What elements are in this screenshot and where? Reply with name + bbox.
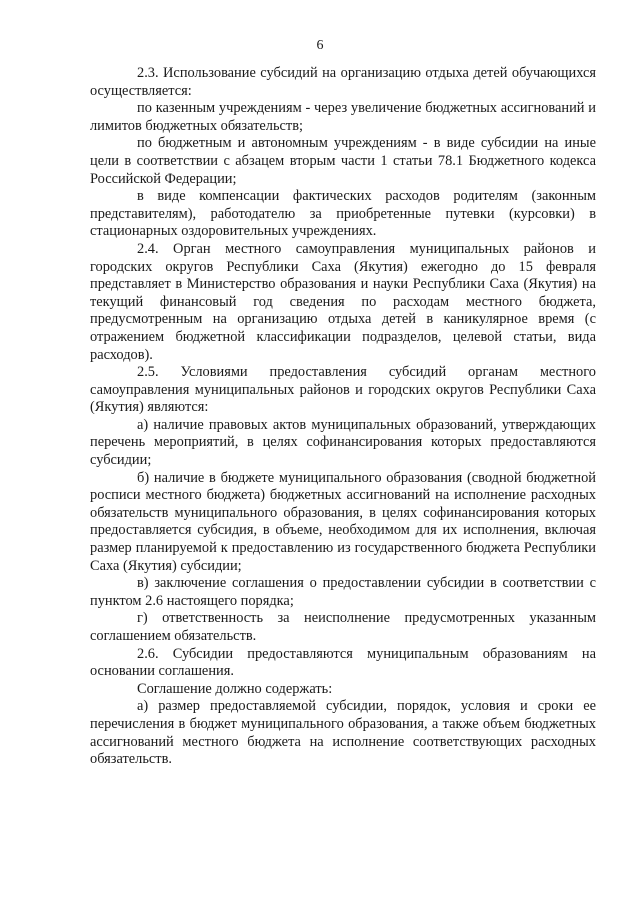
paragraph-2-5-g: г) ответственность за неисполнение предусмотренных указанным соглашением обязательств. — [90, 610, 596, 644]
paragraph-kazennye: по казенным учреждениям - через увеличение бюджетных ассигнований и лимитов бюджетных обязательств; — [90, 100, 596, 134]
paragraph-2-5-a: а) наличие правовых актов муниципальных образований, утверждающих перечень мероприятий, в целях софинансирования которых предоставляются субсидии; — [90, 416, 596, 469]
paragraph-soglashenie-a: а) размер предоставляемой субсидии, порядок, условия и сроки ее перечисления в бюджет муниципального образования, а также объем бюджетных ассигнований местного бюджета на исполнение соответствующих расходных обязательств. — [90, 698, 596, 768]
document-body — [90, 65, 596, 769]
paragraph-2-4: 2.4. Орган местного самоуправления муниципальных районов и городских округов Республики Саха (Якутия) ежегодно до 15 февраля представляет в Министерство образования и науки Республики Саха (Якутия) на текущий финансовый год сведения по расходам местного бюджета, предусмотренным на организацию отдыха детей в каникулярное время (с отражением бюджетной классификации подразделов, целевой статьи, вида расходов). — [90, 240, 596, 363]
paragraph-2-5-v: в) заключение соглашения о предоставлении субсидии в соответствии с пунктом 2.6 настоящего порядка; — [90, 575, 596, 609]
paragraph-2-3: 2.3. Использование субсидий на организацию отдыха детей обучающихся осуществляется: — [90, 65, 596, 99]
paragraph-soglashenie: Соглашение должно содержать: — [137, 680, 333, 697]
page-number: 6 — [316, 38, 324, 53]
paragraph-2-5-b: б) наличие в бюджете муниципального образования (сводной бюджетной росписи местного бюджета) бюджетных ассигнований на исполнение расходных обязательств муниципального образования, в целях софинансирования которых предоставляется субсидия, в объеме, необходимом для их исполнения, включая размер планируемой к предоставлению из государственного бюджета Республики Саха (Якутия) субсидии; — [90, 469, 596, 574]
paragraph-kompensatsiya: в виде компенсации фактических расходов родителям (законным представителям), работодателю за приобретенные путевки (курсовки) в стационарных оздоровительных учреждениях. — [90, 188, 596, 240]
paragraph-2-5: 2.5. Условиями предоставления субсидий органам местного самоуправления муниципальных районов и городских округов Республики Саха (Якутия) являются: — [90, 364, 596, 416]
paragraph-2-6: 2.6. Субсидии предоставляются муниципальным образованиям на основании соглашения. — [90, 645, 596, 680]
paragraph-byudzhetnye: по бюджетным и автономным учреждениям - в виде субсидии на иные цели в соответствии с абзацем вторым части 1 статьи 78.1 Бюджетного кодекса Российской Федерации; — [90, 135, 596, 187]
